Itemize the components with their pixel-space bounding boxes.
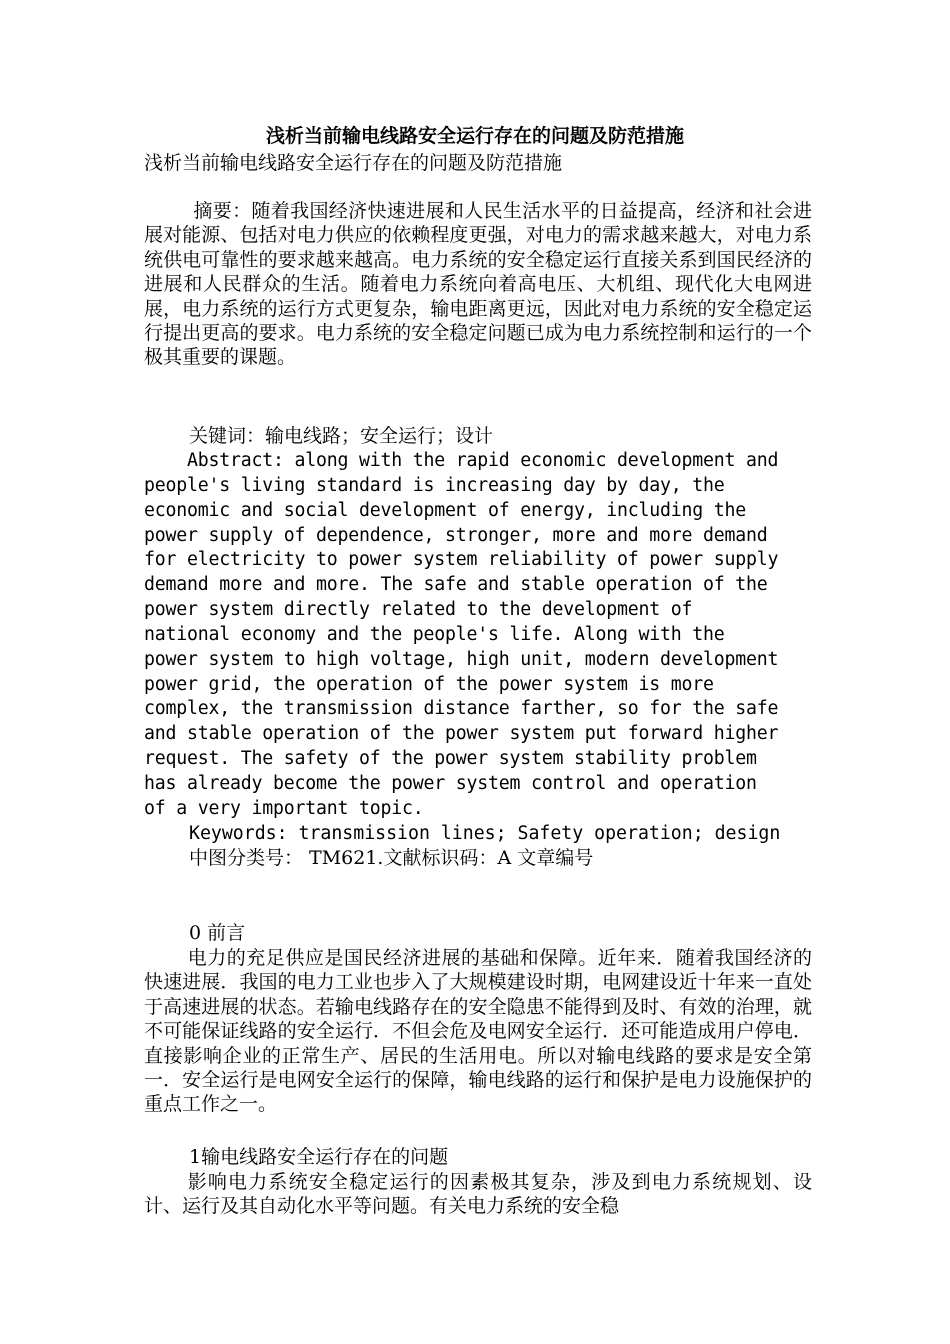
section-1-body: 影响电力系统安全稳定运行的因素极其复杂，涉及到电力系统规划、设计、运行及其自动化水平等问题。有关电力系统的安全稳 [144,1171,812,1218]
document-title: 浅析当前输电线路安全运行存在的问题及防范措施 [265,125,684,147]
section-0-heading: 0 前言 [189,922,246,944]
keywords-en: Keywords: transmission lines; Safety operation; design [189,823,781,844]
document-subtitle: 浅析当前输电线路安全运行存在的问题及防范措施 [144,152,563,174]
classification-line: 中图分类号： TM621.文献标识码：A 文章编号 [189,847,594,869]
section-0-body: 电力的充足供应是国民经济进展的基础和保障。近年来．随着我国经济的快速进展．我国的电力工业也步入了大规模建设时期，电网建设近十年来一直处于高速进展的状态。若输电线路存在的安全隐患不能得到及时、有效的治理，就不可能保证线路的安全运行．不但会危及电网安全运行．还可能造成用户停电．直接影响企业的正常生产、居民的生活用电。所以对输电线路的要求是安全第一．安全运行是电网安全运行的保障，输电线路的运行和保护是电力设施保护的重点工作之一。 [144,947,812,1116]
abstract-en: Abstract: along with the rapid economic development and people's living standard is increasing day by day, the economic and social development of energy, including the power supply of dependence, stronger, more and more demand for electricity to power system reliability of power supply demand more and more. The safe and stable operation of the power system directly related to the development of national economy and the people's life. Along with the power system to high voltage, high unit, modern development power grid, the operation of the power system is more complex, the transmission distance farther, so for the safe and stable operation of the power system put forward higher request. The safety of the power system stability problem has already become the power system control and operation of a very important topic. [144,450,779,819]
section-1-heading: 1输电线路安全运行存在的问题 [189,1146,449,1168]
abstract-cn: 摘要：随着我国经济快速进展和人民生活水平的日益提高，经济和社会进展对能源、包括对电力供应的依赖程度更强，对电力的需求越来越大，对电力系统供电可靠性的要求越来越高。电力系统的安全稳定运行直接关系到国民经济的进展和人民群众的生活。随着电力系统向着高电压、大机组、现代化大电网进展，电力系统的运行方式更复杂，输电距离更远，因此对电力系统的安全稳定运行提出更高的要求。电力系统的安全稳定问题已成为电力系统控制和运行的一个极其重要的课题。 [144,200,812,369]
keywords-cn: 关键词：输电线路；安全运行；设计 [189,425,494,447]
